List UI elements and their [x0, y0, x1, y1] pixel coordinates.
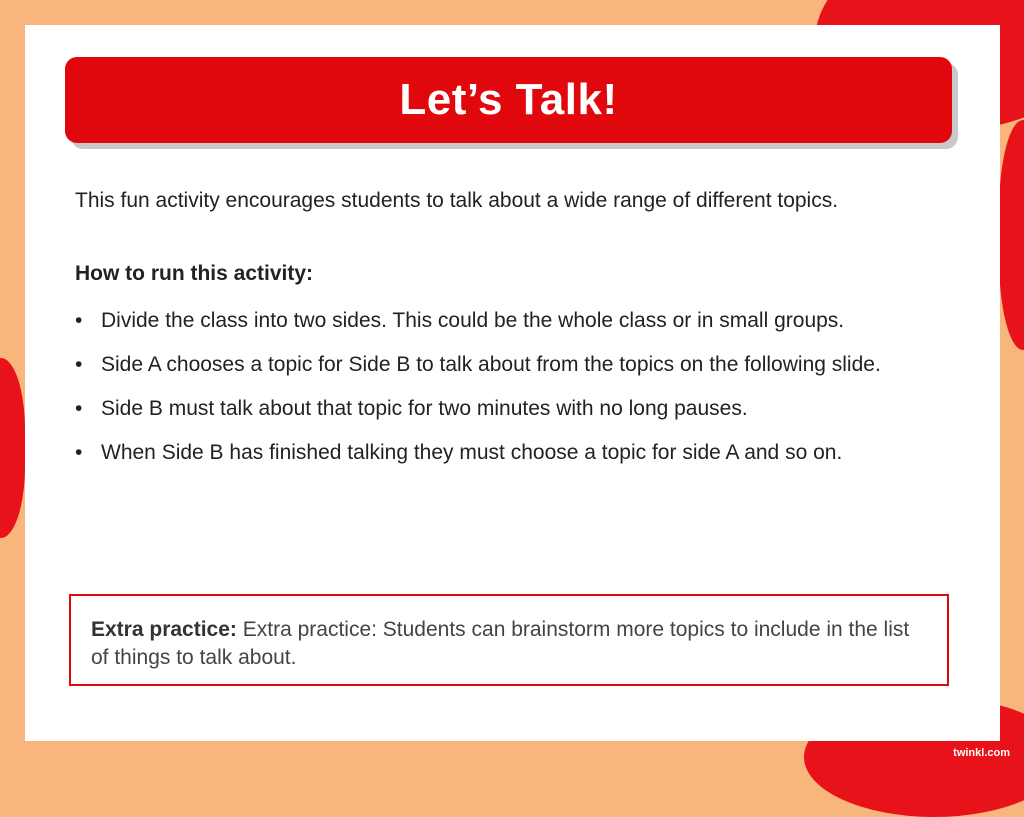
- bullet-icon: •: [75, 441, 83, 464]
- slide-panel: [25, 25, 1000, 741]
- intro-text: This fun activity encourages students to talk about a wide range of different topics.: [75, 189, 839, 212]
- step-text: When Side B has finished talking they must choose a topic for side A and so on.: [101, 441, 843, 464]
- extra-practice-label: Extra practice:: [91, 618, 237, 641]
- list-item: [75, 395, 935, 422]
- step-text: Divide the class into two sides. This could be the whole class or in small groups.: [101, 309, 845, 332]
- step-text: Side A chooses a topic for Side B to talk about from the topics on the following slide.: [101, 353, 881, 376]
- step-text: Side B must talk about that topic for two minutes with no long pauses.: [101, 397, 748, 420]
- bullet-icon: •: [75, 309, 83, 332]
- bullet-icon: •: [75, 397, 83, 420]
- howto-heading: How to run this activity:: [75, 262, 314, 285]
- list-item: [75, 307, 935, 334]
- twinkl-logo: twinkl.com: [953, 747, 1010, 759]
- extra-practice-text: Extra practice: Students can brainstorm more topics to include in the list of things to talk about.: [91, 618, 910, 669]
- title-banner: [65, 57, 952, 143]
- decorative-red-shape-right: [999, 120, 1024, 350]
- extra-practice-box: [69, 594, 949, 686]
- list-item: [75, 439, 935, 466]
- list-item: [75, 351, 935, 378]
- decorative-red-shape-left: [0, 358, 25, 538]
- steps-list: [75, 307, 935, 483]
- bullet-icon: •: [75, 353, 83, 376]
- slide-title: Let’s Talk!: [399, 75, 618, 124]
